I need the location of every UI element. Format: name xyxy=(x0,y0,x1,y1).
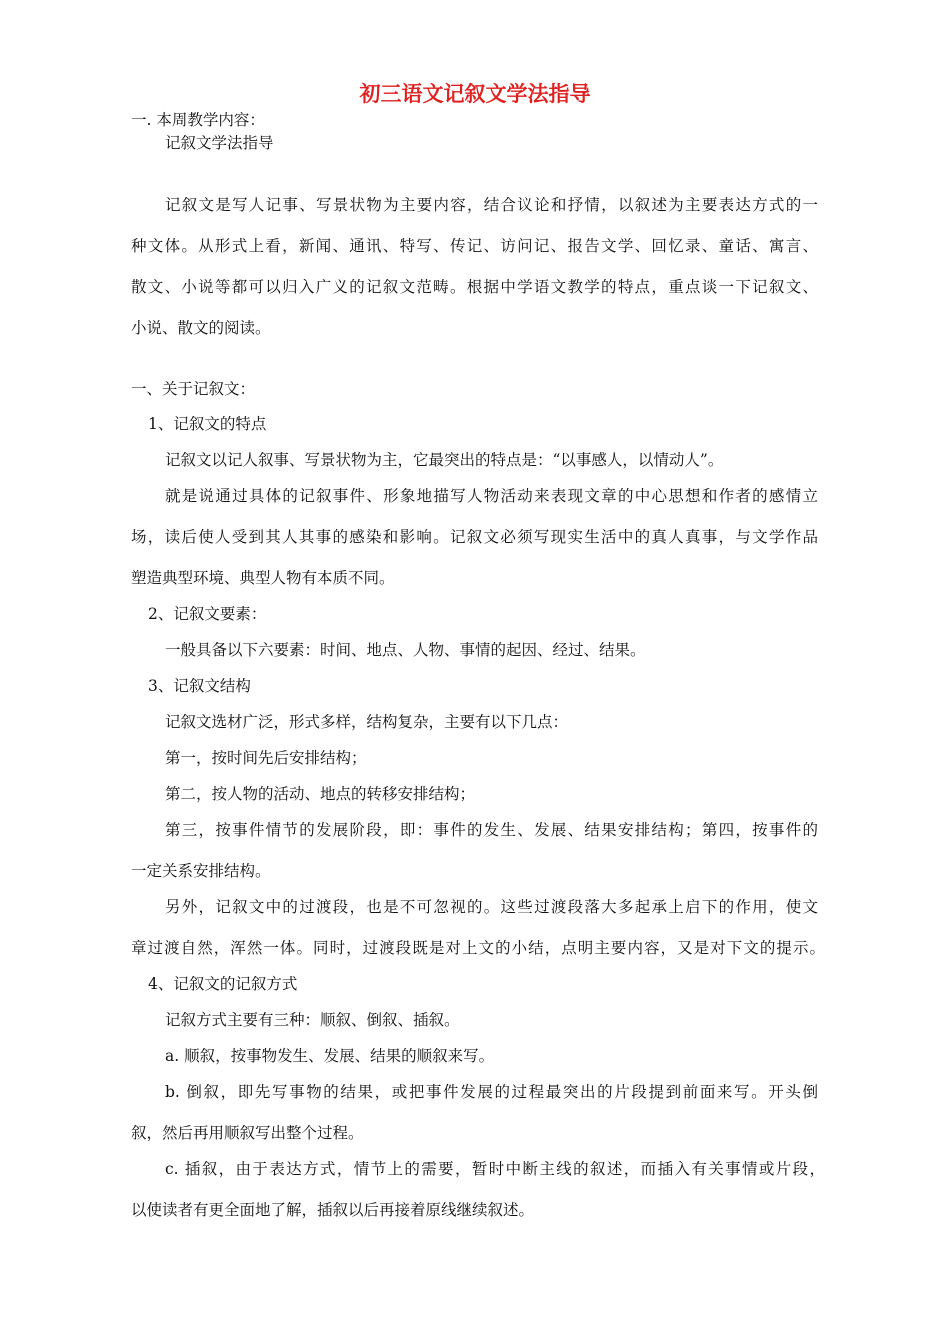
paragraph-line: 记叙文以记人叙事、写景状物为主，它最突出的特点是：“以事感人，以情动人”。 xyxy=(165,451,724,469)
section-heading-content: 一. 本周教学内容： xyxy=(131,111,265,129)
paragraph-line: 另外，记叙文中的过渡段，也是不可忽视的。这些过渡段落大多起承上启下的作用，使文 xyxy=(165,898,818,916)
paragraph-line: 塑造典型环境、典型人物有本质不同。 xyxy=(131,569,395,587)
list-item: b. 倒叙，即先写事物的结果，或把事件发展的过程最突出的片段提到前面来写。开头倒 xyxy=(165,1083,818,1101)
paragraph-line: 记叙方式主要有三种：顺叙、倒叙、插叙。 xyxy=(165,1011,460,1029)
paragraph-line: 小说、散文的阅读。 xyxy=(131,319,271,337)
list-item: 第三，按事件情节的发展阶段，即：事件的发生、发展、结果安排结构；第四，按事件的 xyxy=(165,821,818,839)
section-heading: 一、关于记叙文： xyxy=(131,380,256,398)
list-item: 第一，按时间先后安排结构； xyxy=(165,749,367,767)
subsection-heading: 2、记叙文要素： xyxy=(148,605,267,623)
content-topic: 记叙文学法指导 xyxy=(165,134,274,152)
list-item: a. 顺叙，按事物发生、发展、结果的顺叙来写。 xyxy=(165,1047,495,1065)
paragraph-line: 一定关系安排结构。 xyxy=(131,862,271,880)
subsection-heading: 3、记叙文结构 xyxy=(148,677,251,695)
paragraph-line: 一般具备以下六要素：时间、地点、人物、事情的起因、经过、结果。 xyxy=(165,641,646,659)
paragraph-line: 就是说通过具体的记叙事件、形象地描写人物活动来表现文章的中心思想和作者的感情立 xyxy=(165,487,818,505)
list-item: 第二，按人物的活动、地点的转移安排结构； xyxy=(165,785,476,803)
paragraph-line: 散文、小说等都可以归入广义的记叙文范畴。根据中学语文教学的特点，重点谈一下记叙文、 xyxy=(131,278,818,296)
document-title: 初三语文记叙文学法指导 xyxy=(359,82,591,106)
paragraph-line: 种文体。从形式上看，新闻、通讯、特写、传记、访问记、报告文学、回忆录、童话、寓言、 xyxy=(131,237,818,255)
subsection-heading: 4、记叙文的记叙方式 xyxy=(148,975,298,993)
paragraph-line: 记叙文是写人记事、写景状物为主要内容，结合议论和抒情，以叙述为主要表达方式的一 xyxy=(165,196,818,214)
list-item: c. 插叙，由于表达方式，情节上的需要，暂时中断主线的叙述，而插入有关事情或片段， xyxy=(165,1160,825,1178)
paragraph-line: 记叙文选材广泛，形式多样，结构复杂，主要有以下几点： xyxy=(165,713,569,731)
paragraph-line: 以使读者有更全面地了解，插叙以后再接着原线继续叙述。 xyxy=(131,1201,535,1219)
subsection-heading: 1、记叙文的特点 xyxy=(148,415,267,433)
paragraph-line: 章过渡自然，浑然一体。同时，过渡段既是对上文的小结，点明主要内容，又是对下文的提示。 xyxy=(131,939,825,957)
paragraph-line: 叙，然后再用顺叙写出整个过程。 xyxy=(131,1124,364,1142)
paragraph-line: 场，读后使人受到其人其事的感染和影响。记叙文必须写现实生活中的真人真事，与文学作品 xyxy=(131,528,818,546)
